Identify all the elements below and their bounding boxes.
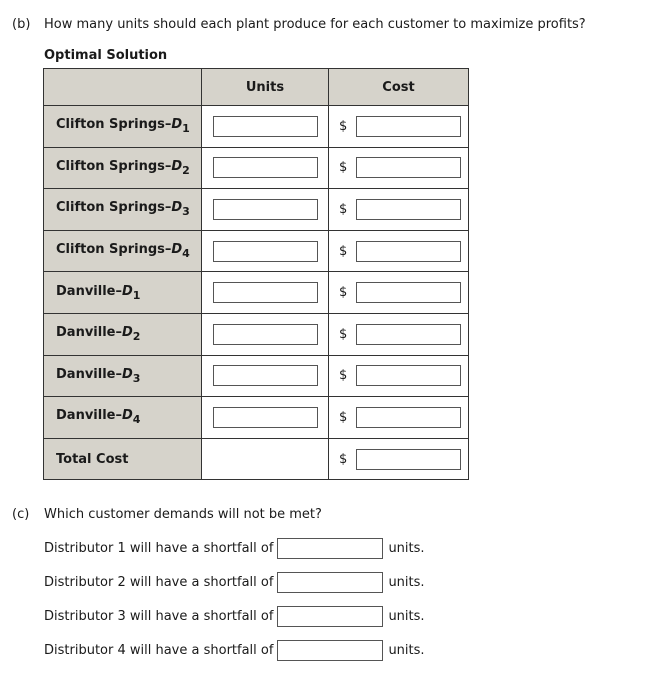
question-b bbox=[12, 17, 586, 32]
currency-symbol: $ bbox=[339, 118, 348, 134]
currency-symbol: $ bbox=[339, 326, 348, 342]
table-row bbox=[44, 106, 469, 148]
units-suffix: units. bbox=[388, 643, 425, 658]
optimal-solution-table bbox=[43, 68, 469, 480]
route-label bbox=[44, 106, 202, 148]
shortfall-input[interactable] bbox=[277, 538, 383, 559]
shortfall-text: Distributor 3 will have a shortfall of bbox=[44, 609, 274, 624]
currency-symbol: $ bbox=[339, 368, 348, 384]
route-label bbox=[44, 355, 202, 397]
units-suffix: units. bbox=[388, 541, 425, 556]
currency-symbol: $ bbox=[339, 409, 348, 425]
shortfall-input[interactable] bbox=[277, 572, 383, 593]
route-label bbox=[44, 313, 202, 355]
header-cost: Cost bbox=[329, 69, 469, 106]
total-cost-row bbox=[44, 438, 469, 480]
question-c bbox=[12, 507, 322, 522]
table-row bbox=[44, 147, 469, 189]
route-label bbox=[44, 147, 202, 189]
units-suffix: units. bbox=[388, 609, 425, 624]
route-distributor: D bbox=[171, 117, 183, 133]
cost-cell bbox=[329, 106, 469, 148]
route-distributor-index: 4 bbox=[132, 413, 141, 427]
shortfall-text: Distributor 1 will have a shortfall of bbox=[44, 541, 274, 556]
units-input[interactable] bbox=[213, 116, 318, 137]
route-distributor-index: 2 bbox=[132, 330, 141, 344]
route-distributor-index: 4 bbox=[182, 247, 190, 261]
units-cell bbox=[202, 147, 329, 189]
total-cost-input[interactable] bbox=[356, 449, 461, 470]
cost-input[interactable] bbox=[356, 157, 461, 178]
route-distributor: D bbox=[171, 200, 183, 216]
optimal-solution-title: Optimal Solution bbox=[44, 48, 168, 63]
route-distributor: D bbox=[121, 283, 133, 299]
header-corner bbox=[44, 69, 202, 106]
total-cost-cell bbox=[329, 438, 469, 480]
cost-cell bbox=[329, 355, 469, 397]
question-b-text: How many units should each plant produce for each customer to maximize profits? bbox=[44, 17, 586, 32]
units-input[interactable] bbox=[213, 324, 318, 345]
currency-symbol: $ bbox=[339, 285, 348, 301]
units-input[interactable] bbox=[213, 157, 318, 178]
route-plant: Danville– bbox=[56, 408, 122, 424]
units-input[interactable] bbox=[213, 199, 318, 220]
cost-cell bbox=[329, 272, 469, 314]
route-distributor: D bbox=[121, 325, 133, 341]
question-c-text: Which customer demands will not be met? bbox=[44, 507, 322, 522]
shortfall-row bbox=[44, 572, 425, 593]
table-row bbox=[44, 397, 469, 439]
cost-input[interactable] bbox=[356, 241, 461, 262]
table-header-row bbox=[44, 69, 469, 106]
units-cell bbox=[202, 272, 329, 314]
cost-cell bbox=[329, 189, 469, 231]
cost-cell bbox=[329, 397, 469, 439]
units-suffix: units. bbox=[388, 575, 425, 590]
route-label bbox=[44, 230, 202, 272]
units-cell bbox=[202, 397, 329, 439]
units-cell bbox=[202, 106, 329, 148]
shortfall-row bbox=[44, 606, 425, 627]
currency-symbol: $ bbox=[339, 451, 348, 467]
route-label bbox=[44, 397, 202, 439]
route-distributor-index: 3 bbox=[132, 371, 141, 385]
units-cell bbox=[202, 189, 329, 231]
route-distributor-index: 1 bbox=[182, 122, 190, 136]
units-cell bbox=[202, 230, 329, 272]
shortfall-row bbox=[44, 538, 425, 559]
table-row bbox=[44, 230, 469, 272]
shortfall-row bbox=[44, 640, 425, 661]
currency-symbol: $ bbox=[339, 243, 348, 259]
table-row bbox=[44, 355, 469, 397]
header-units: Units bbox=[202, 69, 329, 106]
units-input[interactable] bbox=[213, 282, 318, 303]
route-distributor: D bbox=[121, 408, 133, 424]
cost-input[interactable] bbox=[356, 365, 461, 386]
cost-input[interactable] bbox=[356, 282, 461, 303]
currency-symbol: $ bbox=[339, 160, 348, 176]
currency-symbol: $ bbox=[339, 201, 348, 217]
total-cost-label: Total Cost bbox=[44, 438, 202, 480]
shortfall-text: Distributor 4 will have a shortfall of bbox=[44, 643, 274, 658]
route-plant: Clifton Springs– bbox=[56, 158, 172, 174]
route-distributor-index: 1 bbox=[132, 288, 141, 302]
shortfall-input[interactable] bbox=[277, 640, 383, 661]
route-distributor: D bbox=[121, 366, 133, 382]
cost-input[interactable] bbox=[356, 199, 461, 220]
cost-input[interactable] bbox=[356, 324, 461, 345]
route-label bbox=[44, 189, 202, 231]
cost-input[interactable] bbox=[356, 407, 461, 428]
route-plant: Clifton Springs– bbox=[56, 117, 172, 133]
route-plant: Clifton Springs– bbox=[56, 242, 172, 258]
shortfall-text: Distributor 2 will have a shortfall of bbox=[44, 575, 274, 590]
table-row bbox=[44, 189, 469, 231]
route-distributor: D bbox=[171, 158, 183, 174]
shortfall-input[interactable] bbox=[277, 606, 383, 627]
units-cell bbox=[202, 313, 329, 355]
route-plant: Danville– bbox=[56, 366, 122, 382]
part-c-label: (c) bbox=[12, 507, 30, 522]
units-input[interactable] bbox=[213, 407, 318, 428]
cost-input[interactable] bbox=[356, 116, 461, 137]
route-distributor-index: 2 bbox=[182, 163, 190, 177]
units-cell bbox=[202, 355, 329, 397]
route-plant: Clifton Springs– bbox=[56, 200, 172, 216]
route-plant: Danville– bbox=[56, 325, 122, 341]
table-row bbox=[44, 313, 469, 355]
route-plant: Danville– bbox=[56, 283, 122, 299]
total-units-cell bbox=[202, 438, 329, 480]
route-distributor-index: 3 bbox=[182, 205, 190, 219]
cost-cell bbox=[329, 313, 469, 355]
route-distributor: D bbox=[171, 242, 183, 258]
cost-cell bbox=[329, 230, 469, 272]
cost-cell bbox=[329, 147, 469, 189]
part-b-label: (b) bbox=[12, 17, 31, 32]
units-input[interactable] bbox=[213, 365, 318, 386]
units-input[interactable] bbox=[213, 241, 318, 262]
route-label bbox=[44, 272, 202, 314]
table-row bbox=[44, 272, 469, 314]
